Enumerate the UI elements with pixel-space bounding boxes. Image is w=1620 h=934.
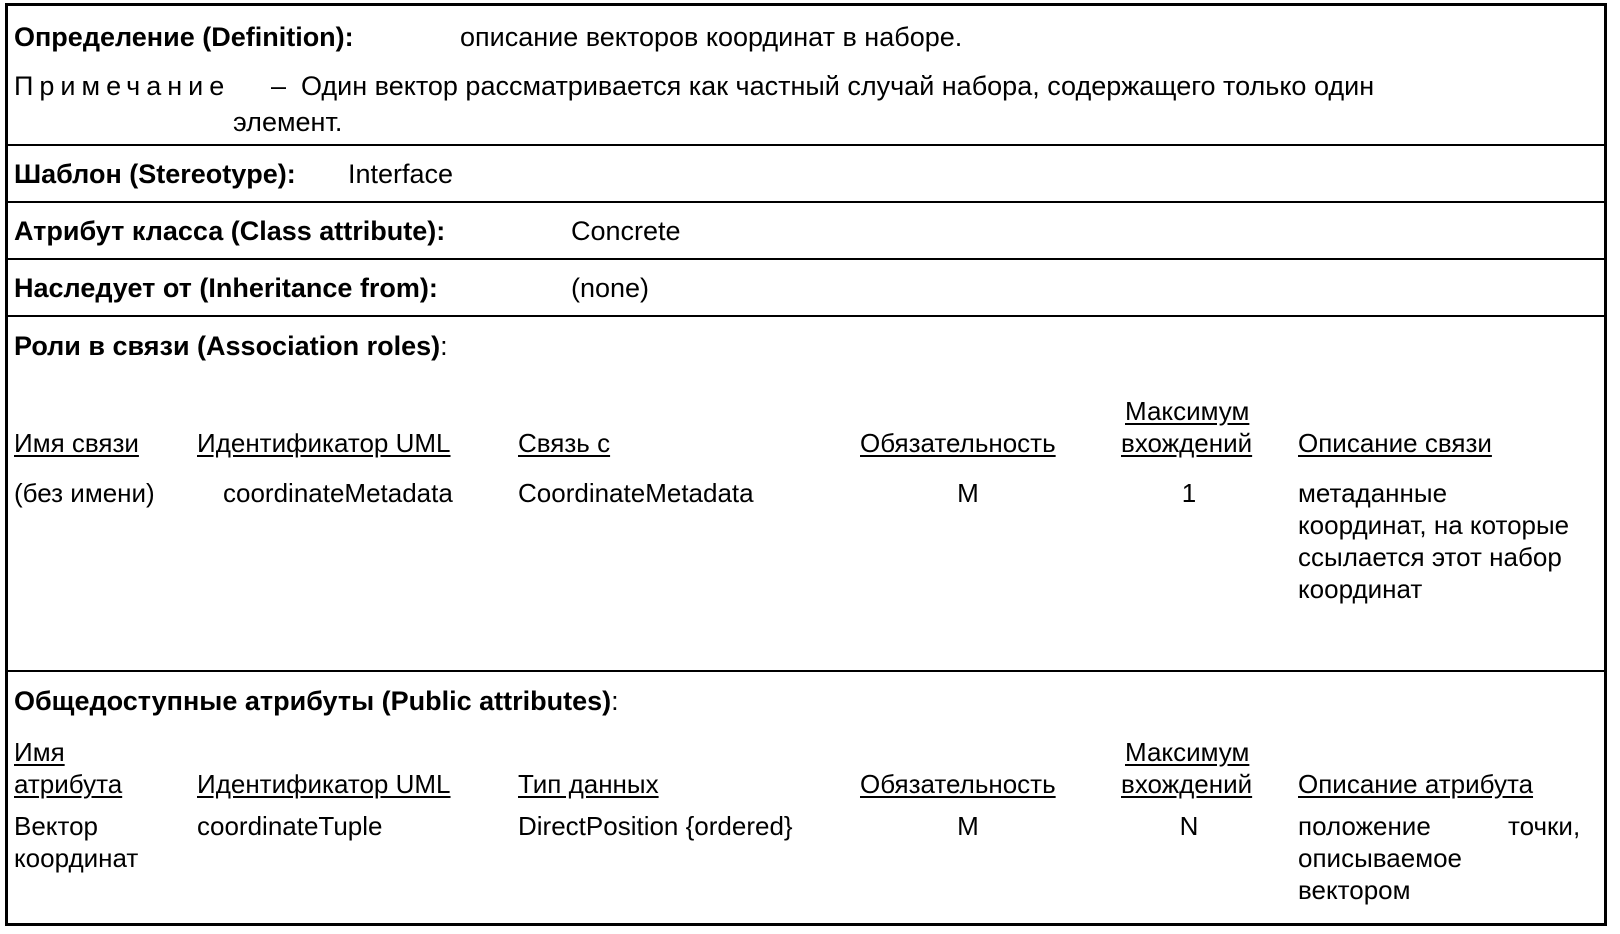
association-roles-label: Роли в связи (Association roles) [14,331,441,361]
stereotype-row [8,146,1604,203]
attr-header-max-line2: вхождений [1121,769,1253,799]
assoc-header-uml-id: Идентификатор UML [197,428,451,458]
association-roles-title [14,330,448,362]
note-dash: – [271,71,287,101]
attr-cell-obligation: M [957,811,979,841]
attr-header-type: Тип данных [518,769,659,799]
assoc-cell-max: 1 [1181,478,1197,508]
assoc-header-target: Связь с [518,428,611,458]
inheritance-row [8,260,1604,317]
inheritance-value: (none) [571,273,650,303]
stereotype-label: Шаблон (Stereotype): [14,159,296,189]
public-attributes-row [8,672,1604,923]
public-attributes-colon: : [611,686,619,716]
attr-cell-max: N [1179,811,1199,841]
assoc-cell-obligation: M [957,478,979,508]
association-roles-row [8,317,1604,672]
class-attribute-value: Concrete [571,216,681,246]
note-text-line1: Один вектор рассматривается как частный случай набора, содержащего только один [301,71,1375,101]
assoc-header-description: Описание связи [1298,428,1492,458]
attr-cell-description-line2: описываемое [1298,843,1462,873]
definition-value: описание векторов координат в наборе. [460,22,963,52]
specification-table [5,3,1607,926]
assoc-cell-target: CoordinateMetadata [518,478,754,508]
assoc-cell-description-line1: метаданные [1298,478,1448,508]
attr-cell-uml-id: coordinateTuple [197,811,383,841]
definition-row [8,6,1604,146]
class-attribute-label: Атрибут класса (Class attribute): [14,216,446,246]
public-attributes-label: Общедоступные атрибуты (Public attributes) [14,686,612,716]
attr-header-name-line2: атрибута [14,769,123,799]
attr-cell-type: DirectPosition {ordered} [518,811,793,841]
attr-header-uml-id: Идентификатор UML [197,769,451,799]
attr-header-obligation: Обязательность [860,769,1056,799]
assoc-header-max-line2: вхождений [1121,428,1253,458]
attr-header-max-line1: Максимум [1125,737,1250,767]
assoc-cell-uml-id: coordinateMetadata [223,478,453,508]
attr-cell-description-line3: вектором [1298,875,1411,905]
stereotype-value: Interface [348,159,454,189]
assoc-cell-description-line3: ссылается этот набор [1298,542,1562,572]
note-text-line2: элемент. [233,107,343,137]
attr-cell-description-line1a: положение [1298,811,1431,841]
assoc-cell-description-line4: координат [1298,574,1423,604]
inheritance-label: Наследует от (Inheritance from): [14,273,438,303]
public-attributes-title [14,685,619,717]
attr-header-name-line1: Имя [14,737,65,767]
class-attribute-row [8,203,1604,260]
assoc-cell-description-line2: координат, на которые [1298,510,1570,540]
attr-cell-name-line1: Вектор [14,811,99,841]
definition-label: Определение (Definition): [14,22,354,52]
assoc-cell-name: (без имени) [14,478,155,508]
assoc-header-max-line1: Максимум [1125,396,1250,426]
assoc-header-name: Имя связи [14,428,139,458]
attr-header-description: Описание атрибута [1298,769,1534,799]
association-roles-colon: : [440,331,448,361]
note-label: Примечание [14,71,231,101]
assoc-header-obligation: Обязательность [860,428,1056,458]
attr-cell-name-line2: координат [14,843,139,873]
attr-cell-description-line1b: точки, [1508,811,1581,841]
